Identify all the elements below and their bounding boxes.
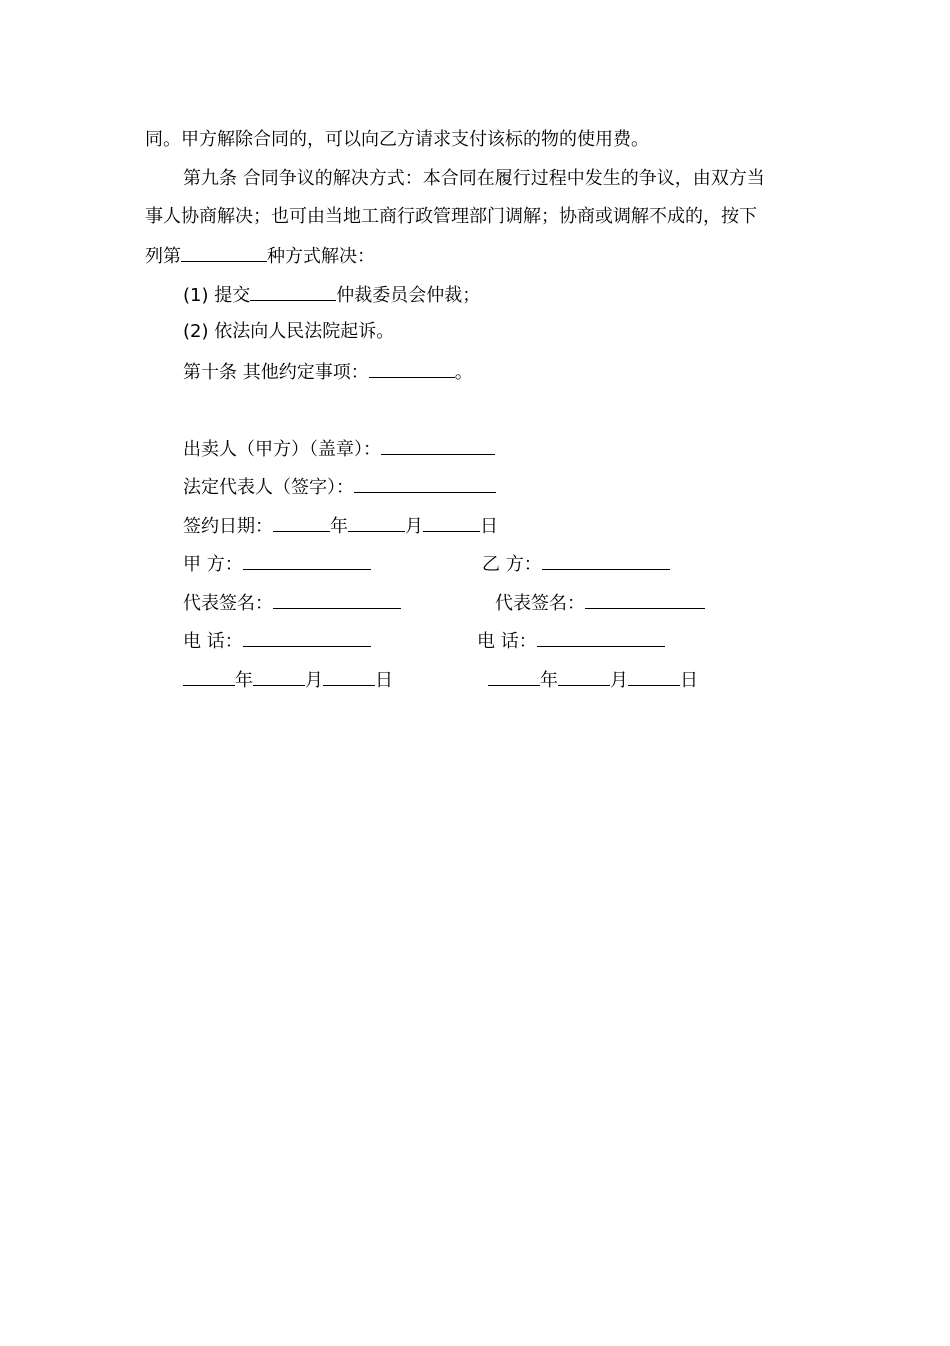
article-9-line-2 (145, 205, 757, 229)
other-terms-blank[interactable] (369, 359, 455, 378)
option-1-text: (1) 提交 (183, 285, 251, 306)
method-blank[interactable] (181, 243, 267, 262)
seller-label: 出卖人（甲方）（盖章）： (183, 439, 381, 460)
article-10-text: 第十条 其他约定事项： (183, 362, 369, 383)
legal-rep-label: 法定代表人（签字）： (183, 477, 354, 498)
month-label: 月 (305, 670, 323, 691)
party-a-phone-row (183, 628, 371, 654)
party-a-date-row (183, 667, 393, 693)
party-a-rep-row (183, 590, 401, 616)
phone-label: 电 话： (477, 631, 537, 652)
year-label: 年 (540, 670, 558, 691)
article-9-text: 事人协商解决；也可由当地工商行政管理部门调解；协商或调解不成的，按下 (145, 206, 757, 227)
year-blank[interactable] (273, 513, 330, 532)
month-blank[interactable] (253, 667, 305, 686)
seller-blank[interactable] (381, 436, 495, 455)
article-9-text: 第九条 合同争议的解决方式：本合同在履行过程中发生的争议，由双方当 (183, 168, 765, 189)
article-10-text: 。 (454, 362, 473, 383)
day-label: 日 (480, 516, 498, 537)
day-label: 日 (680, 670, 698, 691)
party-b-rep-blank[interactable] (585, 590, 705, 609)
legal-rep-blank[interactable] (354, 474, 496, 493)
day-label: 日 (375, 670, 393, 691)
article-9-line-3 (145, 243, 375, 269)
party-b-phone-row (477, 628, 665, 654)
year-label: 年 (235, 670, 253, 691)
article-10 (183, 359, 473, 385)
day-blank[interactable] (323, 667, 375, 686)
rep-sign-label: 代表签名： (495, 593, 585, 614)
para-text: 同。甲方解除合同的，可以向乙方请求支付该标的物的使用费。 (145, 129, 649, 150)
article-9-text: 种方式解决： (267, 246, 375, 267)
month-label: 月 (610, 670, 628, 691)
legal-rep-row (183, 474, 496, 500)
party-b-rep-row (495, 590, 705, 616)
day-blank[interactable] (423, 513, 480, 532)
sign-date-label: 签约日期： (183, 516, 273, 537)
party-b-phone-blank[interactable] (537, 628, 665, 647)
party-a-phone-blank[interactable] (243, 628, 371, 647)
month-label: 月 (405, 516, 423, 537)
day-blank[interactable] (628, 667, 680, 686)
option-2 (183, 320, 394, 344)
year-blank[interactable] (183, 667, 235, 686)
month-blank[interactable] (348, 513, 405, 532)
article-9-line-1 (183, 167, 765, 191)
party-a-blank[interactable] (243, 551, 371, 570)
para-continuation (145, 128, 649, 152)
seller-row (183, 436, 495, 462)
party-a-label: 甲 方： (183, 554, 243, 575)
party-a-rep-blank[interactable] (273, 590, 401, 609)
arbitration-blank[interactable] (250, 282, 336, 301)
party-b-date-row (488, 667, 698, 693)
sign-date-row (183, 513, 498, 539)
year-blank[interactable] (488, 667, 540, 686)
party-b-label: 乙 方： (482, 554, 542, 575)
option-2-text: (2) 依法向人民法院起诉。 (183, 321, 395, 342)
article-9-text: 列第 (145, 246, 181, 267)
party-a-row (183, 551, 371, 577)
rep-sign-label: 代表签名： (183, 593, 273, 614)
year-label: 年 (330, 516, 348, 537)
option-1-text: 仲裁委员会仲裁； (336, 285, 481, 306)
party-b-row (482, 551, 670, 577)
month-blank[interactable] (558, 667, 610, 686)
option-1 (183, 282, 480, 308)
party-b-blank[interactable] (542, 551, 670, 570)
phone-label: 电 话： (183, 631, 243, 652)
